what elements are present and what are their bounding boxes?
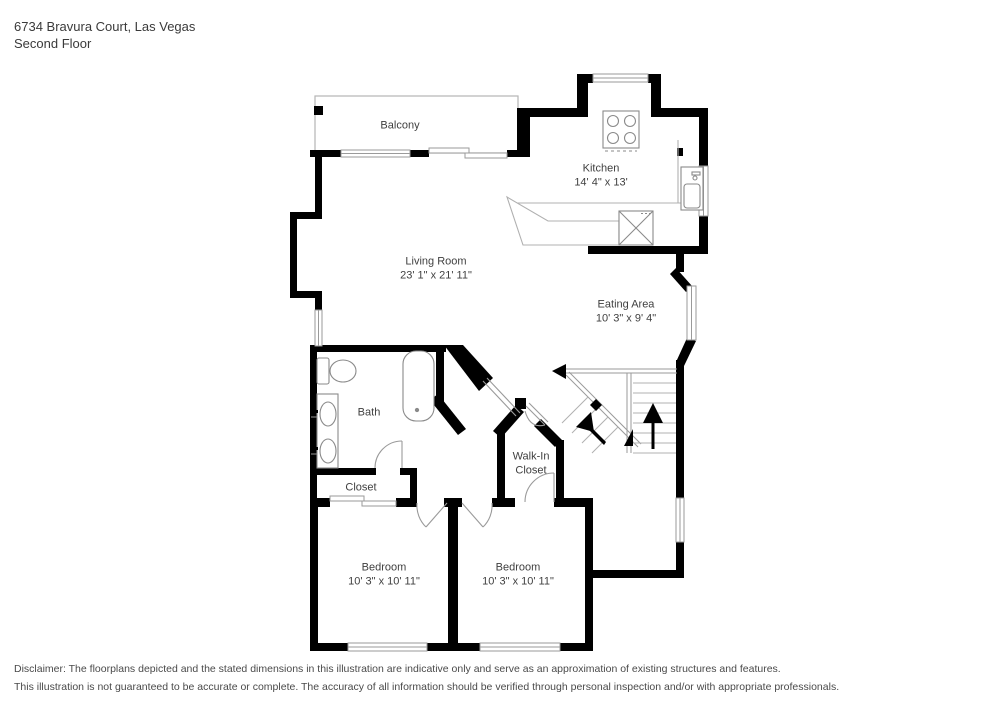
window <box>315 310 322 346</box>
room-dimensions: 14' 4" x 13' <box>574 176 628 188</box>
railing-end-arrow <box>552 364 566 379</box>
room-dimensions: 23' 1" x 21' 11" <box>400 269 472 281</box>
window <box>687 286 696 340</box>
stairs <box>552 364 677 453</box>
window <box>348 643 427 651</box>
dishwasher <box>619 211 653 245</box>
floor-subtitle: Second Floor <box>14 36 92 51</box>
counter <box>507 197 619 245</box>
room-dimensions: 10' 3" x 10' 11" <box>482 575 554 587</box>
door-arc <box>417 503 447 527</box>
room-label-bedroom-2: Bedroom 10' 3" x 10' 11" <box>482 561 554 587</box>
room-label-eating-area: Eating Area 10' 3" x 9' 4" <box>595 298 657 324</box>
stove <box>603 111 639 151</box>
room-dimensions: 10' 3" x 10' 11" <box>348 575 420 587</box>
room-dimensions: 10' 3" x 9' 4" <box>595 312 657 324</box>
room-label-bath: Bath <box>357 406 381 419</box>
sliding-door <box>330 496 396 506</box>
door-arc <box>375 441 402 468</box>
sliding-door <box>429 148 507 158</box>
room-label-closet: Closet <box>345 481 377 494</box>
window <box>480 643 560 651</box>
stairs-down-arrow <box>576 412 606 445</box>
stairs-up-arrow <box>643 403 663 449</box>
room-label-bedroom-1: Bedroom 10' 3" x 10' 11" <box>348 561 420 587</box>
disclaimer-line-2: This illustration is not guaranteed to be accurate or complete. The accuracy of all information should be verified through personal inspection and/or with appropriate professionals. <box>14 681 840 693</box>
door-arc <box>525 403 548 426</box>
window <box>676 498 684 542</box>
disclaimer-line-1: Disclaimer: The floorplans depicted and the stated dimensions in this illustration are indicative only and serve as an approximation of existing structures and features. <box>14 663 781 675</box>
bathtub <box>403 351 434 421</box>
address-title: 6734 Bravura Court, Las Vegas <box>14 19 196 34</box>
window <box>593 74 648 82</box>
door-arc <box>462 503 492 527</box>
room-label-balcony: Balcony <box>380 119 420 132</box>
window <box>341 150 410 157</box>
kitchen-sink <box>681 167 703 210</box>
toilet <box>317 358 356 384</box>
room-label-kitchen: Kitchen 14' 4" x 13' <box>574 162 628 188</box>
room-label-living-room: Living Room 23' 1" x 21' 11" <box>400 255 472 281</box>
room-label-walk-in-closet: Walk-In Closet <box>512 450 550 476</box>
